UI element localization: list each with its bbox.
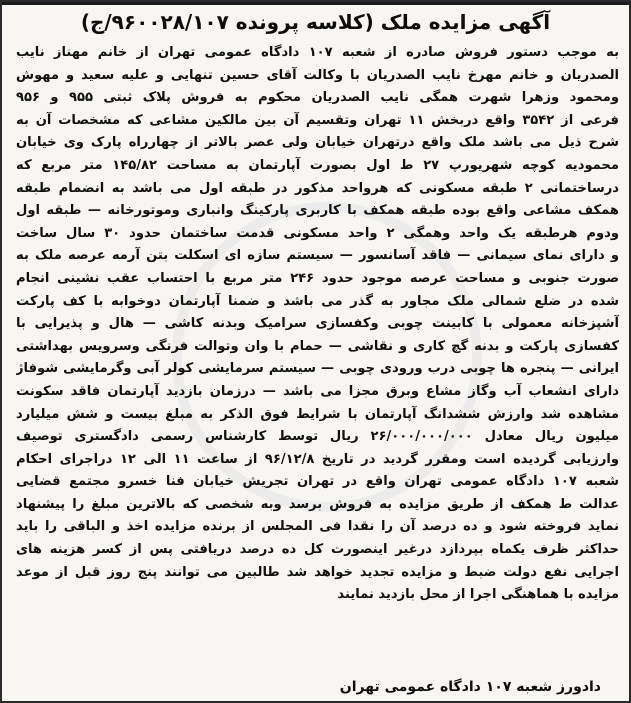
body-line: صورت جنوبی و مساحت عرصه موجود حدود ۲۴۶ متر مربع با احتساب عقب نشینی انجام: [16, 270, 619, 286]
body-line: عدالت ط همکف از طریق مزایده به فروش برسد وبه شخصی که بالاترین مبلغ را پیشنهاد: [16, 496, 619, 512]
body-line: ومحمود وزهرا شهرت همگی نایب الصدریان محکوم به فروش پلاک ثبتی ۹۵۵ و ۹۵۶: [16, 90, 619, 106]
body-line: شرح ذیل می باشد ملک واقع درتهران خیابان ولی عصر بالاتر از چهارراه پارک وی خیابان: [16, 135, 619, 151]
notice-title: آگهی مزایده ملک (کلاسه پرونده ۹۶۰۰۲۸/۱۰۷/ج): [80, 10, 551, 34]
body-line: ایرانی — پنجره ها چوبی درب ورودی چوبی — سیستم سرمایشی کولر آبی وگرمایشی شوفاژ: [16, 361, 619, 377]
body-line: به موجب دستور فروش صادره از شعبه ۱۰۷ دادگاه عمومی تهران از خانم مهناز نایب: [16, 45, 619, 60]
body-line: محمودیه کوچه شهریورپ ۲۷ ط اول بصورت آپارتمان به مساحت ۱۴۵/۸۲ متر مربع که: [16, 157, 619, 173]
body-line: مشاهده شد وارزش ششدانگ آپارتمان با شرایط فوق الذکر به مبلغ بیست و شش میلیارد: [16, 406, 619, 422]
notice-signature: دادورز شعبه ۱۰۷ دادگاه عمومی تهران: [339, 679, 601, 695]
body-line: ودوم هرطبقه یک واحد وهمگی ۲ واحد مسکونی قدمت ساختمان حدود ۳۰ سال ساخت: [16, 225, 619, 241]
body-line: دارای انشعاب آب وگاز مشاع وبرق مجزا می باشد — درزمان بازدید آپارتمان فاقد سکونت: [16, 383, 619, 399]
body-line: الصدریان و خانم مهرخ نایب الصدریان با وکالت آقای حسین تنهایی و علیه سعید و مهوش: [16, 67, 619, 83]
top-rule: [2, 2, 629, 5]
body-line: همکف مشاعی واقع بوده طبقه همکف با کاربری پارکینگ وانباری وموتورخانه — طبقه اول: [16, 203, 619, 219]
body-line: فرعی از ۳۵۴۲ واقع دربخش ۱۱ تهران وتقسیم آن بین مالکین مشاعی که مشخصات آن به: [16, 112, 619, 128]
body-line: نماید فروخته شود و ده درصد آن را نقدا فی المجلس از برنده مزایده اخذ و الباقی را باید: [16, 519, 619, 535]
body-line-last: مزایده با هماهنگی اجرا از محل بازدید نمایند: [337, 587, 619, 603]
body-line: حداکثر ظرف یکماه بپردازد درغیر اینصورت کل ده درصد دریافتی پس از کسر هزینه های: [16, 542, 619, 558]
body-line: میلیون ریال معادل ۲۶/۰۰۰/۰۰۰/۰۰۰ ریال توسط کارشناس رسمی دادگستری توصیف: [16, 429, 619, 445]
body-line: و دارای نمای سیمانی — فاقد آسانسور — سیستم سازه ای اسکلت بتن آرمه عرصه ملک به: [16, 248, 619, 264]
body-line: وارزیابی گردیده است ومقرر گردید در تاریخ ۹۶/۱۲/۸ از ساعت ۱۱ الی ۱۲ دراجرای احکام: [16, 451, 619, 467]
notice-body: [16, 42, 619, 607]
body-line: شده در ضلع شمالی ملک مجاور به گذر می باشد و ضمنا آپارتمان دوخوابه با کف پارکت: [16, 293, 619, 309]
body-line: درساختمانی ۲ طبقه مسکونی که هرواحد مذکور در طبقه اول می باشد به انضمام طبقه: [16, 180, 619, 196]
body-line: آشپزخانه معمولی با کابینت چوبی وکفسازی سرامیک وبدنه کاشی — هال و پذیرایی با: [16, 316, 619, 332]
body-line: اجرایی نفع دولت ضبط و مزایده تجدید خواهد شد طالبین می توانند پنج روز قبل از موعد: [16, 564, 619, 580]
body-line: کفسازی پارکت و بدنه گچ کاری و نقاشی — حمام با وان وتوالت فرنگی وسرویس بهداشتی: [16, 338, 619, 354]
body-line: شعبه ۱۰۷ دادگاه عمومی تهران واقع در تهران تجریش خیابان فنا خسرو مجتمع قضایی: [16, 474, 619, 490]
